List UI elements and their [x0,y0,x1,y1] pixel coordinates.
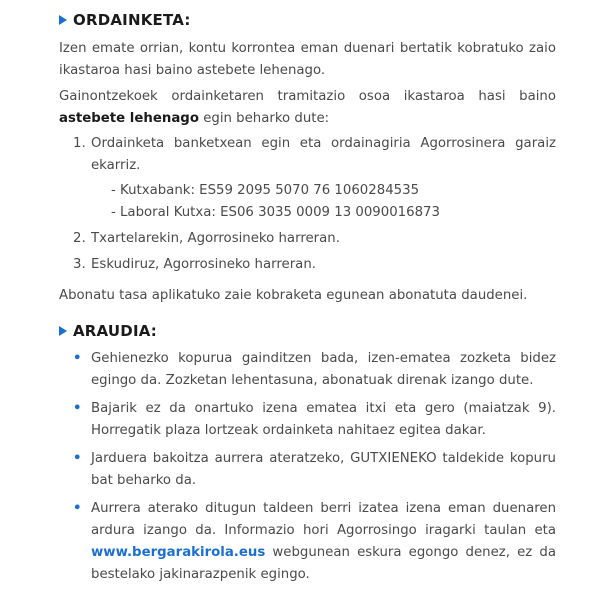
paragraph-2-bold: astebete lehenago [59,111,199,126]
item-number: 3. [73,257,86,272]
last-item-text: Aurrera aterako ditugun taldeen berri izatea izena eman duenaren ardura izango da. Informazio hori Agorrosingo iragarki taulan eta [91,501,556,538]
list-item [59,228,556,250]
item-number: 2. [73,231,86,246]
bullet-dot-icon: • [73,451,82,466]
website-link[interactable]: www.bergarakirola.eus [91,545,266,560]
triangle-bullet-icon [59,326,67,336]
bullet-dot-icon: • [73,401,82,416]
rules-list [59,348,556,586]
ordainketa-title: ORDAINKETA: [73,11,191,29]
bullet-dot-icon: • [73,501,82,516]
list-item [59,398,556,442]
item-text: Bajarik ez da onartuko izena ematea itxi eta gero (maiatzak 9). Horregatik plaza lortzeak ordainketa nahitaez egitea dakar. [91,401,556,438]
list-item [59,133,556,177]
list-item [59,254,556,276]
last-item-text-end: webgunean eskura egongo denez, ez da bestelako jakinarazpenik egingo. [91,545,556,582]
triangle-bullet-icon [59,15,67,25]
paragraph-2-text: Gainontzekoek ordainketaren tramitazio osoa ikastaroa hasi baino [59,89,556,104]
ordainketa-heading [59,9,191,31]
araudia-heading [59,320,157,342]
item-text: Eskudiruz, Agorrosineko harreran. [91,257,316,272]
item-text: Ordainketa banketxean egin eta ordainagiria Agorrosinera garaiz ekarriz. [91,136,556,173]
paragraph-2-text-end: egin beharko dute: [198,111,330,126]
list-item [59,348,556,392]
ordainketa-paragraph-2 [59,86,556,130]
list-item [59,498,556,586]
bullet-dot-icon: • [73,351,82,366]
payment-methods-list [59,133,556,276]
item-number: 1. [73,136,86,151]
account-line: - Kutxabank: ES59 2095 5070 76 1060284535 [111,183,420,198]
ordainketa-paragraph-3: Abonatu tasa aplikatuko zaie kobraketa egunean abonatuta daudenei. [59,288,528,303]
item-text [91,498,556,586]
list-item [59,448,556,492]
ordainketa-paragraph-1: Izen emate orrian, kontu korrontea eman duenari bertatik kobratuko zaio ikastaroa hasi baino astebete lehenago. [59,41,556,78]
account-line: - Laboral Kutxa: ES06 3035 0009 13 0090016873 [111,205,440,220]
item-text: Gehienezko kopurua gainditzen bada, izen-ematea zozketa bidez egingo da. Zozketan lehentasuna, abonatuak direnak izango dute. [91,351,556,388]
item-text: Txartelarekin, Agorrosineko harreran. [91,231,340,246]
item-text: Jarduera bakoitza aurrera ateratzeko, GUTXIENEKO taldekide kopuru bat beharko da. [91,451,556,488]
araudia-title: ARAUDIA: [73,322,158,340]
